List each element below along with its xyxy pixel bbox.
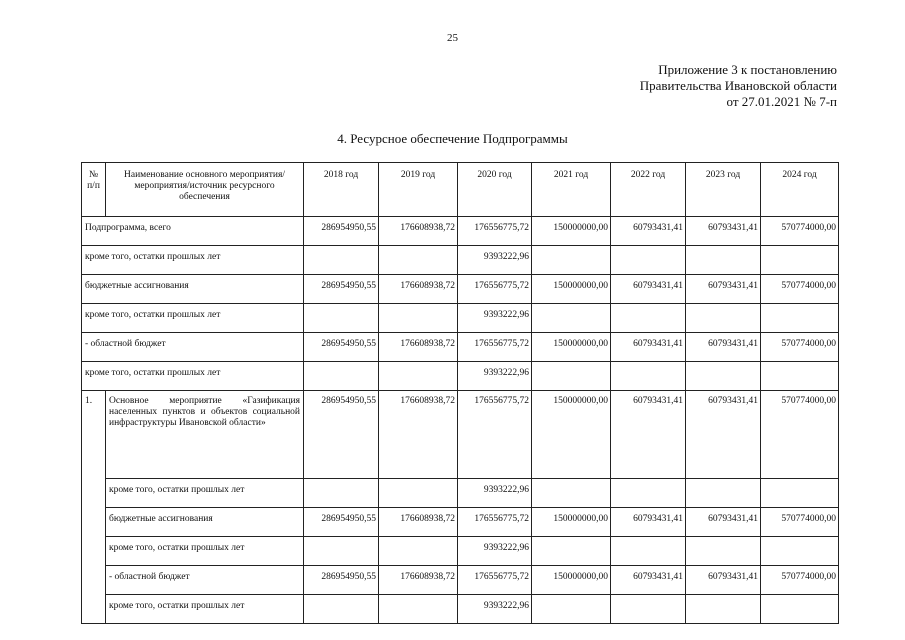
table-row [82,246,839,275]
table-cell-value [761,479,839,508]
table-header-row [82,163,839,217]
table-cell-value [686,595,761,624]
table-cell-main-event-name: Основное мероприятие «Газификация населенных пунктов и объектов социальной инфраструктуры Ивановской области» [106,391,304,479]
resource-table [81,162,839,624]
table-cell-value [611,479,686,508]
table-row [82,304,839,333]
table-cell-value [686,479,761,508]
table-cell-value [532,246,611,275]
table-cell-value: 150000000,00 [532,391,611,479]
table-cell-value: 150000000,00 [532,217,611,246]
table-cell-value: 286954950,55 [304,333,379,362]
table-cell-value [611,362,686,391]
table-cell-value [686,304,761,333]
table-row [82,275,839,304]
header-name: Наименование основного мероприятия/мероприятия/источник ресурсного обеспечения [106,163,304,217]
table-cell-value: 286954950,55 [304,217,379,246]
table-cell-value: 60793431,41 [686,391,761,479]
table-cell-value: 176556775,72 [458,333,532,362]
table-cell-label: кроме того, остатки прошлых лет [106,479,304,508]
table-cell-value: 60793431,41 [611,566,686,595]
table-cell-value: 60793431,41 [686,333,761,362]
header-year: 2022 год [611,163,686,217]
table-cell-value: 176608938,72 [379,508,458,537]
table-cell-value [611,246,686,275]
header-year: 2024 год [761,163,839,217]
table-row [82,595,839,624]
table-cell-value: 570774000,00 [761,566,839,595]
table-row [82,479,839,508]
table-cell-value [761,246,839,275]
table-row [82,362,839,391]
table-cell-value: 176608938,72 [379,333,458,362]
table-cell-value [611,537,686,566]
table-cell-value: 9393222,96 [458,595,532,624]
table-cell-value: 176608938,72 [379,275,458,304]
table-cell-value [761,304,839,333]
table-cell-value: 9393222,96 [458,304,532,333]
table-cell-label: кроме того, остатки прошлых лет [82,304,304,333]
table-cell-value: 60793431,41 [686,275,761,304]
header-year: 2023 год [686,163,761,217]
table-cell-value: 176608938,72 [379,566,458,595]
table-cell-value [379,595,458,624]
table-cell-value [761,537,839,566]
table-cell-value [532,537,611,566]
table-cell-value: 176556775,72 [458,566,532,595]
table-cell-value: 150000000,00 [532,508,611,537]
table-cell-value: 60793431,41 [611,333,686,362]
table-cell-value [686,246,761,275]
table-cell-value [379,537,458,566]
table-cell-value [611,595,686,624]
table-cell-value [304,479,379,508]
table-cell-value: 176608938,72 [379,391,458,479]
table-cell-value: 286954950,55 [304,275,379,304]
section-title: 4. Ресурсное обеспечение Подпрограммы [337,131,568,146]
table-cell-value [379,479,458,508]
table-row [82,333,839,362]
table-cell-value: 570774000,00 [761,333,839,362]
table-cell-value [686,537,761,566]
table-cell-value: 60793431,41 [611,508,686,537]
table-cell-value: 176608938,72 [379,217,458,246]
table-cell-value: 286954950,55 [304,508,379,537]
table-cell-value [379,304,458,333]
table-row [82,537,839,566]
header-year: 2020 год [458,163,532,217]
table-cell-value: 176556775,72 [458,217,532,246]
table-cell-num: 1. [82,391,106,624]
table-cell-value [379,362,458,391]
table-cell-label: бюджетные ассигнования [106,508,304,537]
table-cell-value [761,362,839,391]
header-year: 2019 год [379,163,458,217]
table-cell-value [761,595,839,624]
table-row-main-event [82,391,839,479]
table-cell-value [304,304,379,333]
table-cell-value: 9393222,96 [458,537,532,566]
table-cell-label: кроме того, остатки прошлых лет [106,537,304,566]
table-cell-value: 9393222,96 [458,479,532,508]
page-number: 25 [447,32,458,44]
table-cell-value: 286954950,55 [304,566,379,595]
table-cell-value [532,304,611,333]
table-cell-value [304,362,379,391]
table-cell-value: 9393222,96 [458,246,532,275]
table-cell-value [304,537,379,566]
table-cell-value [532,362,611,391]
table-cell-value: 60793431,41 [686,566,761,595]
table-cell-value [304,595,379,624]
table-cell-value [304,246,379,275]
table-cell-value: 176556775,72 [458,275,532,304]
table-cell-label: бюджетные ассигнования [82,275,304,304]
table-cell-value: 570774000,00 [761,391,839,479]
appendix-line-3: от 27.01.2021 № 7-п [726,94,837,109]
table-cell-label: - областной бюджет [106,566,304,595]
table-row [82,217,839,246]
table-cell-value: 570774000,00 [761,217,839,246]
table-cell-value: 60793431,41 [686,508,761,537]
table-cell-value: 176556775,72 [458,391,532,479]
table-cell-value: 570774000,00 [761,508,839,537]
header-year: 2021 год [532,163,611,217]
table-cell-value: 570774000,00 [761,275,839,304]
table-cell-label: кроме того, остатки прошлых лет [82,362,304,391]
table-cell-value: 150000000,00 [532,275,611,304]
table-cell-value [532,479,611,508]
table-cell-value: 150000000,00 [532,333,611,362]
table-cell-value: 176556775,72 [458,508,532,537]
table-cell-value: 9393222,96 [458,362,532,391]
table-cell-value [686,362,761,391]
table-cell-value [379,246,458,275]
table-cell-value: 60793431,41 [611,391,686,479]
table-cell-label: - областной бюджет [82,333,304,362]
table-cell-value: 60793431,41 [611,217,686,246]
table-cell-value [611,304,686,333]
table-cell-value: 286954950,55 [304,391,379,479]
table-cell-value: 150000000,00 [532,566,611,595]
table-cell-label: Подпрограмма, всего [82,217,304,246]
table-row [82,508,839,537]
appendix-block [640,62,837,110]
table-cell-value: 60793431,41 [686,217,761,246]
header-year: 2018 год [304,163,379,217]
appendix-line-1: Приложение 3 к постановлению [658,62,837,77]
header-num: № п/п [82,163,106,217]
table-cell-value [532,595,611,624]
table-cell-label: кроме того, остатки прошлых лет [106,595,304,624]
table-row [82,566,839,595]
appendix-line-2: Правительства Ивановской области [639,78,837,93]
table-cell-label: кроме того, остатки прошлых лет [82,246,304,275]
table-cell-value: 60793431,41 [611,275,686,304]
